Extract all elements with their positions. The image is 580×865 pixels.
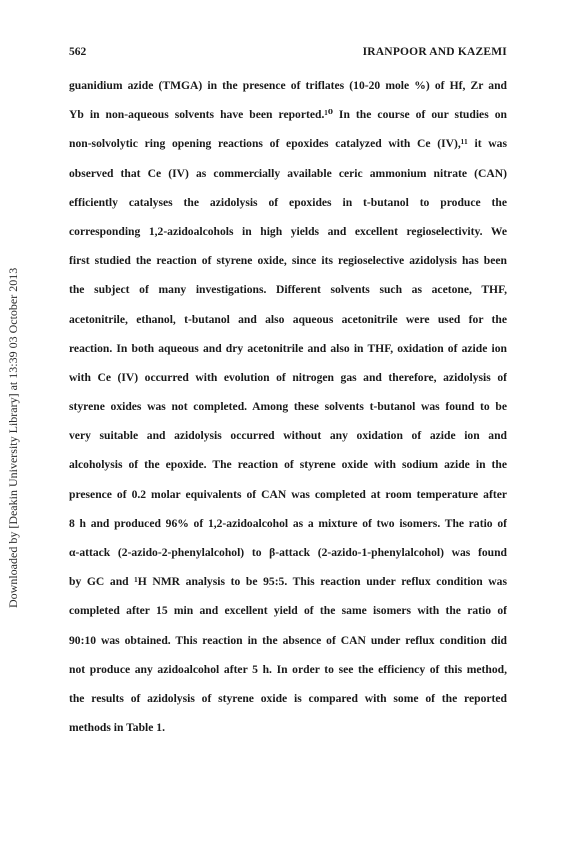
text-line: 90:10 was obtained. This reaction in the absence of CAN under reflux condition did: [69, 633, 507, 647]
text-line: non-solvolytic ring opening reactions of epoxides catalyzed with Ce (IV),¹¹ it was: [69, 137, 507, 151]
text-line: methods in Table 1.: [69, 721, 165, 735]
text-line: acetonitrile, ethanol, t-butanol and also aqueous acetonitrile were used for the: [69, 312, 507, 326]
text-line: by GC and ¹H NMR analysis to be 95:5. This reaction under reflux condition was: [69, 575, 507, 589]
text-line: completed after 15 min and excellent yield of the same isomers with the ratio of: [69, 604, 507, 618]
download-watermark: Downloaded by [Deakin University Library] at 13:39 03 October 2013: [6, 267, 20, 608]
text-line: styrene oxides was not completed. Among these solvents t-butanol was found to be: [69, 400, 507, 414]
text-line: corresponding 1,2-azidoalcohols in high yields and excellent regioselectivity. We: [69, 224, 507, 238]
text-line: the subject of many investigations. Different solvents such as acetone, THF,: [69, 283, 507, 297]
text-line: Yb in non-aqueous solvents have been reported.¹⁰ In the course of our studies on: [69, 108, 507, 122]
text-line: not produce any azidoalcohol after 5 h. In order to see the efficiency of this method,: [69, 662, 507, 676]
text-line: efficiently catalyses the azidolysis of epoxides in t-butanol to produce the: [69, 195, 507, 209]
text-line: 8 h and produced 96% of 1,2-azidoalcohol as a mixture of two isomers. The ratio of: [69, 516, 507, 530]
text-line: observed that Ce (IV) as commercially available ceric ammonium nitrate (CAN): [69, 166, 507, 180]
body-paragraph: [69, 79, 507, 750]
page-number: 562: [69, 46, 87, 58]
text-line: α-attack (2-azido-2-phenylalcohol) to β-attack (2-azido-1-phenylalcohol) was found: [69, 546, 507, 559]
text-line: guanidium azide (TMGA) in the presence of triflates (10-20 mole %) of Hf, Zr and: [69, 79, 507, 92]
text-line: first studied the reaction of styrene oxide, since its regioselective azidolysis has been: [69, 254, 507, 268]
text-line: very suitable and azidolysis occurred without any oxidation of azide ion and: [69, 429, 507, 443]
text-line: alcoholysis of the epoxide. The reaction of styrene oxide with sodium azide in the: [69, 458, 507, 472]
text-line: with Ce (IV) occurred with evolution of nitrogen gas and therefore, azidolysis of: [69, 370, 507, 384]
text-line: presence of 0.2 molar equivalents of CAN was completed at room temperature after: [69, 487, 507, 501]
text-line: reaction. In both aqueous and dry acetonitrile and also in THF, oxidation of azide ion: [69, 341, 507, 355]
running-head: IRANPOOR AND KAZEMI: [362, 46, 507, 58]
text-line: the results of azidolysis of styrene oxide is compared with some of the reported: [69, 691, 507, 705]
